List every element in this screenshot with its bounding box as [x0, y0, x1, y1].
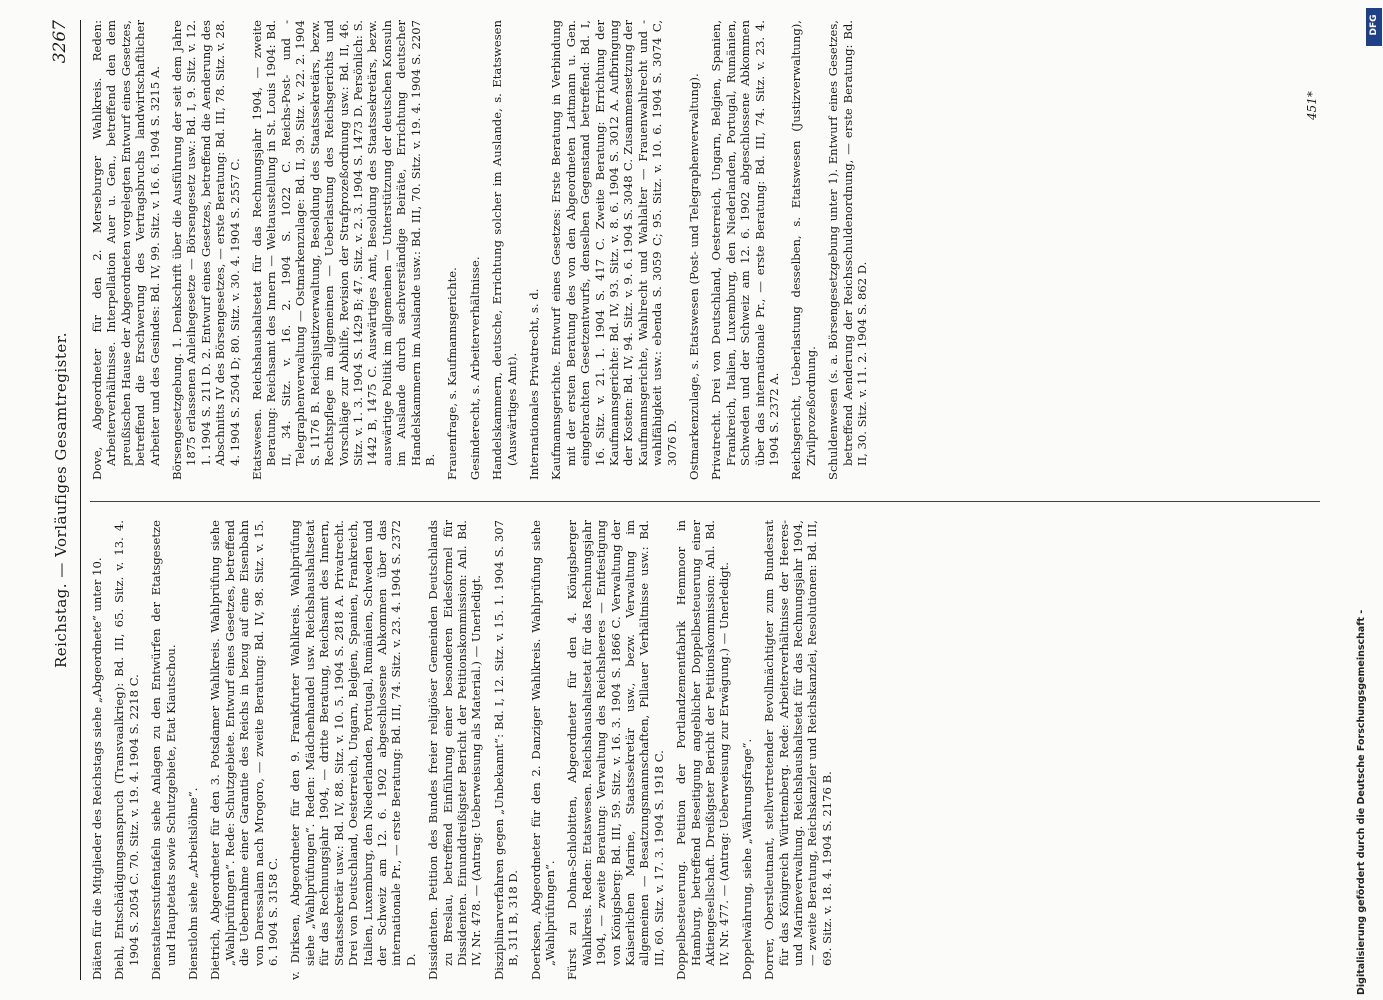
- dfg-logo: [1366, 8, 1382, 46]
- index-entry: Diäten für die Mitglieder des Reichstags siehe „Abgeordnete“ unter 10.: [90, 557, 104, 980]
- index-entry: Dissidenten. Petition des Bundes freier religiöser Gemeinden Deutschlands zu Breslau, betreffend Einführung einer besonderen Eidesformel für Dissidenten. Einunddreißigster Bericht der Petitionskommission: Anl. Bd. IV, Nr. 478. — (Antrag: Ueberweisung als Material.) — Unerledigt.: [426, 520, 484, 980]
- index-entry: Börsengesetzgebung. 1. Denkschrift über die Ausführung der seit dem Jahre 1875 erlassenen Anleihegesetze — Börsengesetz usw.: Bd. I, 9. Sitz. v. 12. 1. 1904 S. 211 D. 2. Entwurf eines Gesetzes, betreffend die Aenderung des Abschnitts IV des Börsengesetzes, — erste Beratung: Bd. III, 78. Sitz. v. 28. 4. 1904 S. 2504 D; 80. Sitz. v. 30. 4. 1904 S. 2557 C.: [170, 20, 242, 480]
- dfg-logo-text: DFG: [1369, 14, 1379, 36]
- index-entry: Disziplinarverfahren gegen „Unbekannt“: Bd. I, 12. Sitz. v. 15. 1. 1904 S. 307 B, 311 B, 318 D.: [491, 520, 521, 980]
- page-header: [48, 20, 76, 980]
- index-entry: Internationales Privatrecht, s. d.: [526, 288, 541, 480]
- index-entry: Doerksen, Abgeordneter für den 2. Danziger Wahlkreis. Wahlprüfung siehe „Wahlprüfungen“.: [528, 520, 557, 980]
- index-entry: Doppelbesteuerung. Petition der Portlandzementfabrik Hemmoor in Hamburg, betreffend Beseitigung angeblicher Doppelbesteuerung einer Aktiengesellschaft. Dreißigster Bericht der Petitionskommission: Anl. Bd. IV, Nr. 477. — (Antrag: Ueberweisung zur Erwägung.) — Unerledigt.: [674, 520, 732, 980]
- index-entry: Kaufmannsgerichte. Entwurf eines Gesetzes: Erste Beratung in Verbindung mit der ersten Beratung des von den Abgeordneten Lattmann u. Gen. eingebrachten Gesetzentwurfs, denselben Gegenstand betreffend: Bd. I, 16. Sitz. v. 21. 1. 1904 S. 417 C. Zweite Beratung: Errichtung der Kaufmannsgerichte: Bd. IV, 93. Sitz. v. 8. 6. 1904 S. 3012 A. Aufbringung der Kosten: Bd. IV, 94. Sitz. v. 9. 6. 1904 S. 3048 C. Zusammensetzung der Kaufmannsgerichte, Wahlrecht und Wahlalter — Frauenwahlrecht und -wahlfähigkeit usw.: ebenda S. 3059 C; 95. Sitz. v. 10. 6. 1904 S. 3074 C, 3076 D.: [549, 20, 679, 480]
- index-entry: Dove, Abgeordneter für den 2. Merseburger Wahlkreis. Reden: Arbeiterverhältnisse. Interpellation Auer u. Gen., betreffend den dem preußischen Hause der Abgeordneten vorgelegten Entwurf eines Gesetzes, betreffend die Erschwerung des Vertragsbruchs landwirtschaftlicher Arbeiter und des Gesindes: Bd. IV, 99. Sitz. v. 16. 6. 1904 S. 3215 A.: [90, 20, 162, 480]
- index-entry: Dienstaltersstufentafeln siehe Anlagen zu den Entwürfen der Etatsgesetze und Hauptetats sowie Schutzgebiete, Etat Kiautschou.: [149, 520, 178, 980]
- left-column: [90, 520, 1320, 980]
- index-entry: Dorrer, Oberstleutnant, stellvertretender Bevollmächtigter zum Bundesrat für das Königreich Württemberg. Rede: Arbeiterverhältnisse der Heeres- und Marineverwaltung. Reichshaushaltsetat für das Rechnungsjahr 1904, — zweite Beratung, Reichskanzler und Reichskanzlei, Resolutionen: Bd. III, 69. Sitz. v. 18. 4. 1904 S. 2176 B.: [762, 520, 834, 980]
- header-rule: [80, 20, 81, 980]
- index-entry: Diehl, Entschädigungsanspruch (Transvaalkrieg): Bd. III, 65. Sitz. v. 13. 4. 1904 S. 2054 C. 70. Sitz. v. 19. 4. 1904 S. 2218 C.: [112, 520, 141, 980]
- index-entry: Doppelwährung, siehe „Währungsfrage“.: [739, 738, 754, 980]
- page-number: 3267: [50, 20, 70, 64]
- right-column: [90, 20, 1320, 480]
- index-entry: Dietrich, Abgeordneter für den 3. Potsdamer Wahlkreis. Wahlprüfung siehe „Wahlprüfungen“. Rede: Schutzgebiete. Entwurf eines Gesetzes, betreffend die Uebernahme einer Garantie des Reichs in bezug auf eine Eisenbahn von Daressalam nach Mrogoro, — zweite Beratung: Bd. IV, 98. Sitz. v. 15. 6. 1904 S. 3158 C.: [208, 520, 281, 980]
- index-entry: Gesinderecht, s. Arbeiterverhältnisse.: [467, 256, 482, 480]
- index-entry: Frauenfrage, s. Kaufmannsgerichte.: [445, 267, 460, 480]
- index-entry: Etatswesen. Reichshaushaltsetat für das Rechnungsjahr 1904, — zweite Beratung: Reichsamt des Innern — Weltausstellung in St. Louis 1904: Bd. II, 34. Sitz. v. 16. 2. 1904 S. 1022 C. Reichs-Post- und -Telegraphenverwaltung — Ostmarkenzulage: Bd. II, 39. Sitz. v. 22. 2. 1904 S. 1176 B. Reichsjustizverwaltung, Besoldung des Staatssekretärs, bezw. Rechtspflege im allgemeinen — Ueberlastung des Reichsgerichts und Vorschläge zur Abhilfe, Revision der Strafprozeßordnung usw.: Bd. II, 46. Sitz. v. 1. 3. 1904 S. 1429 B; 47. Sitz. v. 2. 3. 1904 S. 1473 D. Persönlich: S. 1442 B, 1475 C. Auswärtiges Amt, Besoldung des Staatssekretärs, bezw. auswärtige Politik im allgemeinen — Unterstützung der deutschen Konsuln im Auslande durch sachverständige Beiräte, Errichtung deutscher Handelskammern im Auslande usw.: Bd. III, 70. Sitz. v. 19. 4. 1904 S. 2207 B.: [250, 20, 437, 480]
- index-entry: Schuldenwesen (s. a. Börsengesetzgebung unter 1). Entwurf eines Gesetzes, betreffend Aenderung der Reichsschuldenordnung, — erste Beratung: Bd. II, 30. Sitz. v. 11. 2. 1904 S. 862 D.: [826, 20, 870, 480]
- index-entry: v. Dirksen, Abgeordneter für den 9. Frankfurter Wahlkreis. Wahlprüfung siehe „Wahlprüfungen“. Reden: Mädchenhandel usw. Reichshaushaltsetat für das Rechnungsjahr 1904, — dritte Beratung, Reichsamt des Innern, Staatssekretär usw.: Bd. IV, 88. Sitz. v. 10. 5. 1904 S. 2818 A. Privatrecht. Drei von Deutschland, Oesterreich, Ungarn, Belgien, Spanien, Frankreich, Italien, Luxemburg, den Niederlanden, Portugal, Rumänien, Schweden und der Schweiz am 12. 6. 1902 abgeschlossene Abkommen über das internationale Pr., — erste Beratung: Bd. III, 74. Sitz. v. 23. 4. 1904 S. 2372 D.: [288, 520, 418, 980]
- digitization-note: Digitalisierung gefördert durch die Deutsche Forschungsgemeinschaft -: [1356, 609, 1367, 995]
- header-title: Reichstag. — Vorläufiges Gesamtregister.: [52, 331, 70, 669]
- index-entry: Dienstlohn siehe „Arbeitslöhne“.: [186, 787, 201, 980]
- rotated-document-page: [40, 0, 1340, 1000]
- index-entry: Reichsgericht, Ueberlastung desselben, s. Etatswesen (Justizverwaltung), Zivilprozeßordnung.: [789, 20, 818, 480]
- index-entry: Ostmarkenzulage, s. Etatswesen (Post- und Telegraphenverwaltung).: [687, 73, 702, 480]
- index-entry: Handelskammern, deutsche, Errichtung solcher im Auslande, s. Etatswesen (Auswärtiges Amt).: [490, 20, 519, 480]
- index-entry: Fürst zu Dohna-Schlobitten, Abgeordneter für den 4. Königsberger Wahlkreis. Reden: Etatswesen. Reichshaushaltsetat für das Rechnungsjahr 1904, — zweite Beratung: Verwaltung des Reichsheeres — Entfestigung von Königsberg: Bd. III, 59. Sitz. v. 16. 3. 1904 S. 1866 C. Verwaltung der Kaiserlichen Marine, Staatssekretär usw., bezw. Verwaltung im allgemeinen — Besatzungsmannschaften, Pillauer Verhältnisse usw.: Bd. III, 60. Sitz. v. 17. 3. 1904 S. 1918 C.: [565, 520, 666, 980]
- index-entry: Privatrecht. Drei von Deutschland, Oesterreich, Ungarn, Belgien, Spanien, Frankreich, Italien, Luxemburg, den Niederlanden, Portugal, Rumänien, Schweden und der Schweiz am 12. 6. 1902 abgeschlossene Abkommen über das internationale Pr., — erste Beratung: Bd. III, 74. Sitz. v. 23. 4. 1904 S. 2372 A.: [709, 20, 782, 480]
- sheet-signature: 451*: [1305, 91, 1319, 120]
- column-divider: [90, 501, 1320, 502]
